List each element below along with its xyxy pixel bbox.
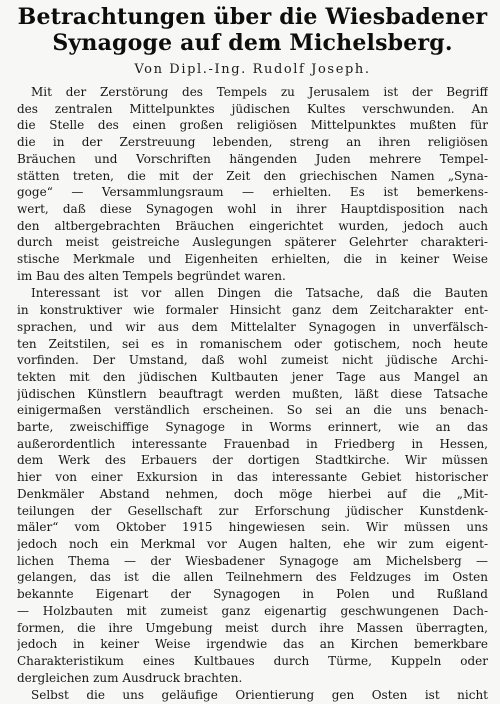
article-paragraph-3	[17, 687, 488, 704]
paragraph-line: stische Merkmale und Eigenheiten erhielten, die in keiner Weise	[17, 252, 488, 267]
paragraph-line: Charakteristikum eines Kultbaues durch Türme, Kuppeln oder	[17, 653, 488, 668]
paragraph-line: formen, die ihre Umgebung meist durch ihre Massen überragten,	[17, 620, 488, 635]
paragraph-line: hier von einer Exkursion in das interessante Gebiet historischer	[17, 470, 488, 485]
paragraph-line: Bräuchen und Vorschriften hängenden Juden mehrere Tempel-	[17, 151, 488, 166]
paragraph-line: tekten mit den jüdischen Kultbauten jener Tage aus Mangel an	[17, 369, 488, 384]
paragraph-line: durch meist geistreiche Auslegungen späterer Gelehrter charakteri-	[17, 235, 488, 250]
paragraph-line: stätten treten, die mit der Zeit den griechischen Namen „Syna-	[17, 168, 488, 183]
article-title-line: Synagoge auf dem Michelsberg.	[52, 30, 453, 56]
paragraph-line: des zentralen Mittelpunktes jüdischen Kultes verschwunden. An	[17, 101, 488, 116]
paragraph-line: gelangen, das ist die allen Teilnehmern des Feldzuges im Osten	[17, 570, 488, 585]
paragraph-line: mäler“ vom Oktober 1915 hingewiesen sein. Wir müssen uns	[17, 520, 488, 535]
paragraph-line: im Bau des alten Tempels begründet waren.	[17, 268, 286, 283]
paragraph-line: jedoch noch ein Merkmal vor Augen halten, ehe wir zum eigent-	[17, 536, 488, 551]
paragraph-line: Interessant ist vor allen Dingen die Tatsache, daß die Bauten	[31, 286, 488, 301]
article-title	[17, 4, 488, 56]
paragraph-line: dergleichen zum Ausdruck brachten.	[17, 670, 243, 685]
paragraph-line: Mit der Zerstörung des Tempels zu Jerusalem ist der Begriff	[31, 85, 488, 99]
article-paragraph-1	[17, 84, 488, 284]
article-paragraph-2	[17, 285, 488, 686]
paragraph-line: bekannte Eigenart der Synagogen in Polen und Rußland	[17, 587, 488, 602]
paragraph-line: außerordentlich interessante Frauenbad in Friedberg in Hessen,	[17, 436, 488, 451]
article-title-line: Betrachtungen über die Wiesbadener	[17, 4, 488, 30]
paragraph-line: vorfinden. Der Umstand, daß wohl zumeist nicht jüdische Archi-	[17, 353, 488, 368]
paragraph-line: dem Werk des Erbauers der dortigen Stadtkirche. Wir müssen	[17, 453, 488, 468]
paragraph-line: Selbst die uns geläufige Orientierung gen Osten ist nicht	[31, 688, 488, 703]
paragraph-line: die Stelle des einen großen religiösen Mittelpunktes mußten für	[17, 118, 488, 133]
article-byline: Von Dipl.-Ing. Rudolf Joseph.	[134, 62, 371, 77]
paragraph-line: jedoch in keiner Weise irgendwie das an Kirchen bemerkbare	[17, 637, 488, 652]
paragraph-line: Denkmäler Abstand nehmen, doch möge hierbei auf die „Mit-	[17, 486, 488, 501]
paragraph-line: lichen Thema — der Wiesbadener Synagoge am Michelsberg —	[17, 553, 488, 568]
paragraph-line: den altbergebrachten Bräuchen eingerichtet wurden, jedoch auch	[17, 218, 488, 233]
paragraph-line: wert, daß diese Synagogen wohl in ihrer Hauptdisposition nach	[17, 201, 488, 216]
paragraph-line: — Holzbauten mit zumeist ganz eigenartig geschwungenen Dach-	[17, 603, 488, 618]
paragraph-line: goge“ — Versammlungsraum — erhielten. Es ist bemerkens-	[17, 185, 488, 200]
paragraph-line: sprachen, und wir aus dem Mittelalter Synagogen in unverfälsch-	[17, 319, 488, 334]
paragraph-line: einigermaßen verständlich erscheinen. So sei an die uns benach-	[17, 403, 488, 418]
paragraph-line: die in der Zerstreuung lebenden, streng an ihren religiösen	[17, 135, 488, 150]
paragraph-line: teilungen der Gesellschaft zur Erforschung jüdischer Kunstdenk-	[17, 503, 488, 518]
paragraph-line: in konstruktiver wie formaler Hinsicht ganz dem Zeitcharakter ent-	[17, 303, 488, 318]
paragraph-line: ten Zeitstilen, sei es in romanischem oder gotischem, noch heute	[17, 336, 488, 351]
paragraph-line: jüdischen Künstlern beauftragt werden mußten, läßt diese Tatsache	[17, 386, 488, 401]
paragraph-line: barte, zweischiffige Synagoge in Worms erinnert, wie an das	[17, 420, 488, 435]
